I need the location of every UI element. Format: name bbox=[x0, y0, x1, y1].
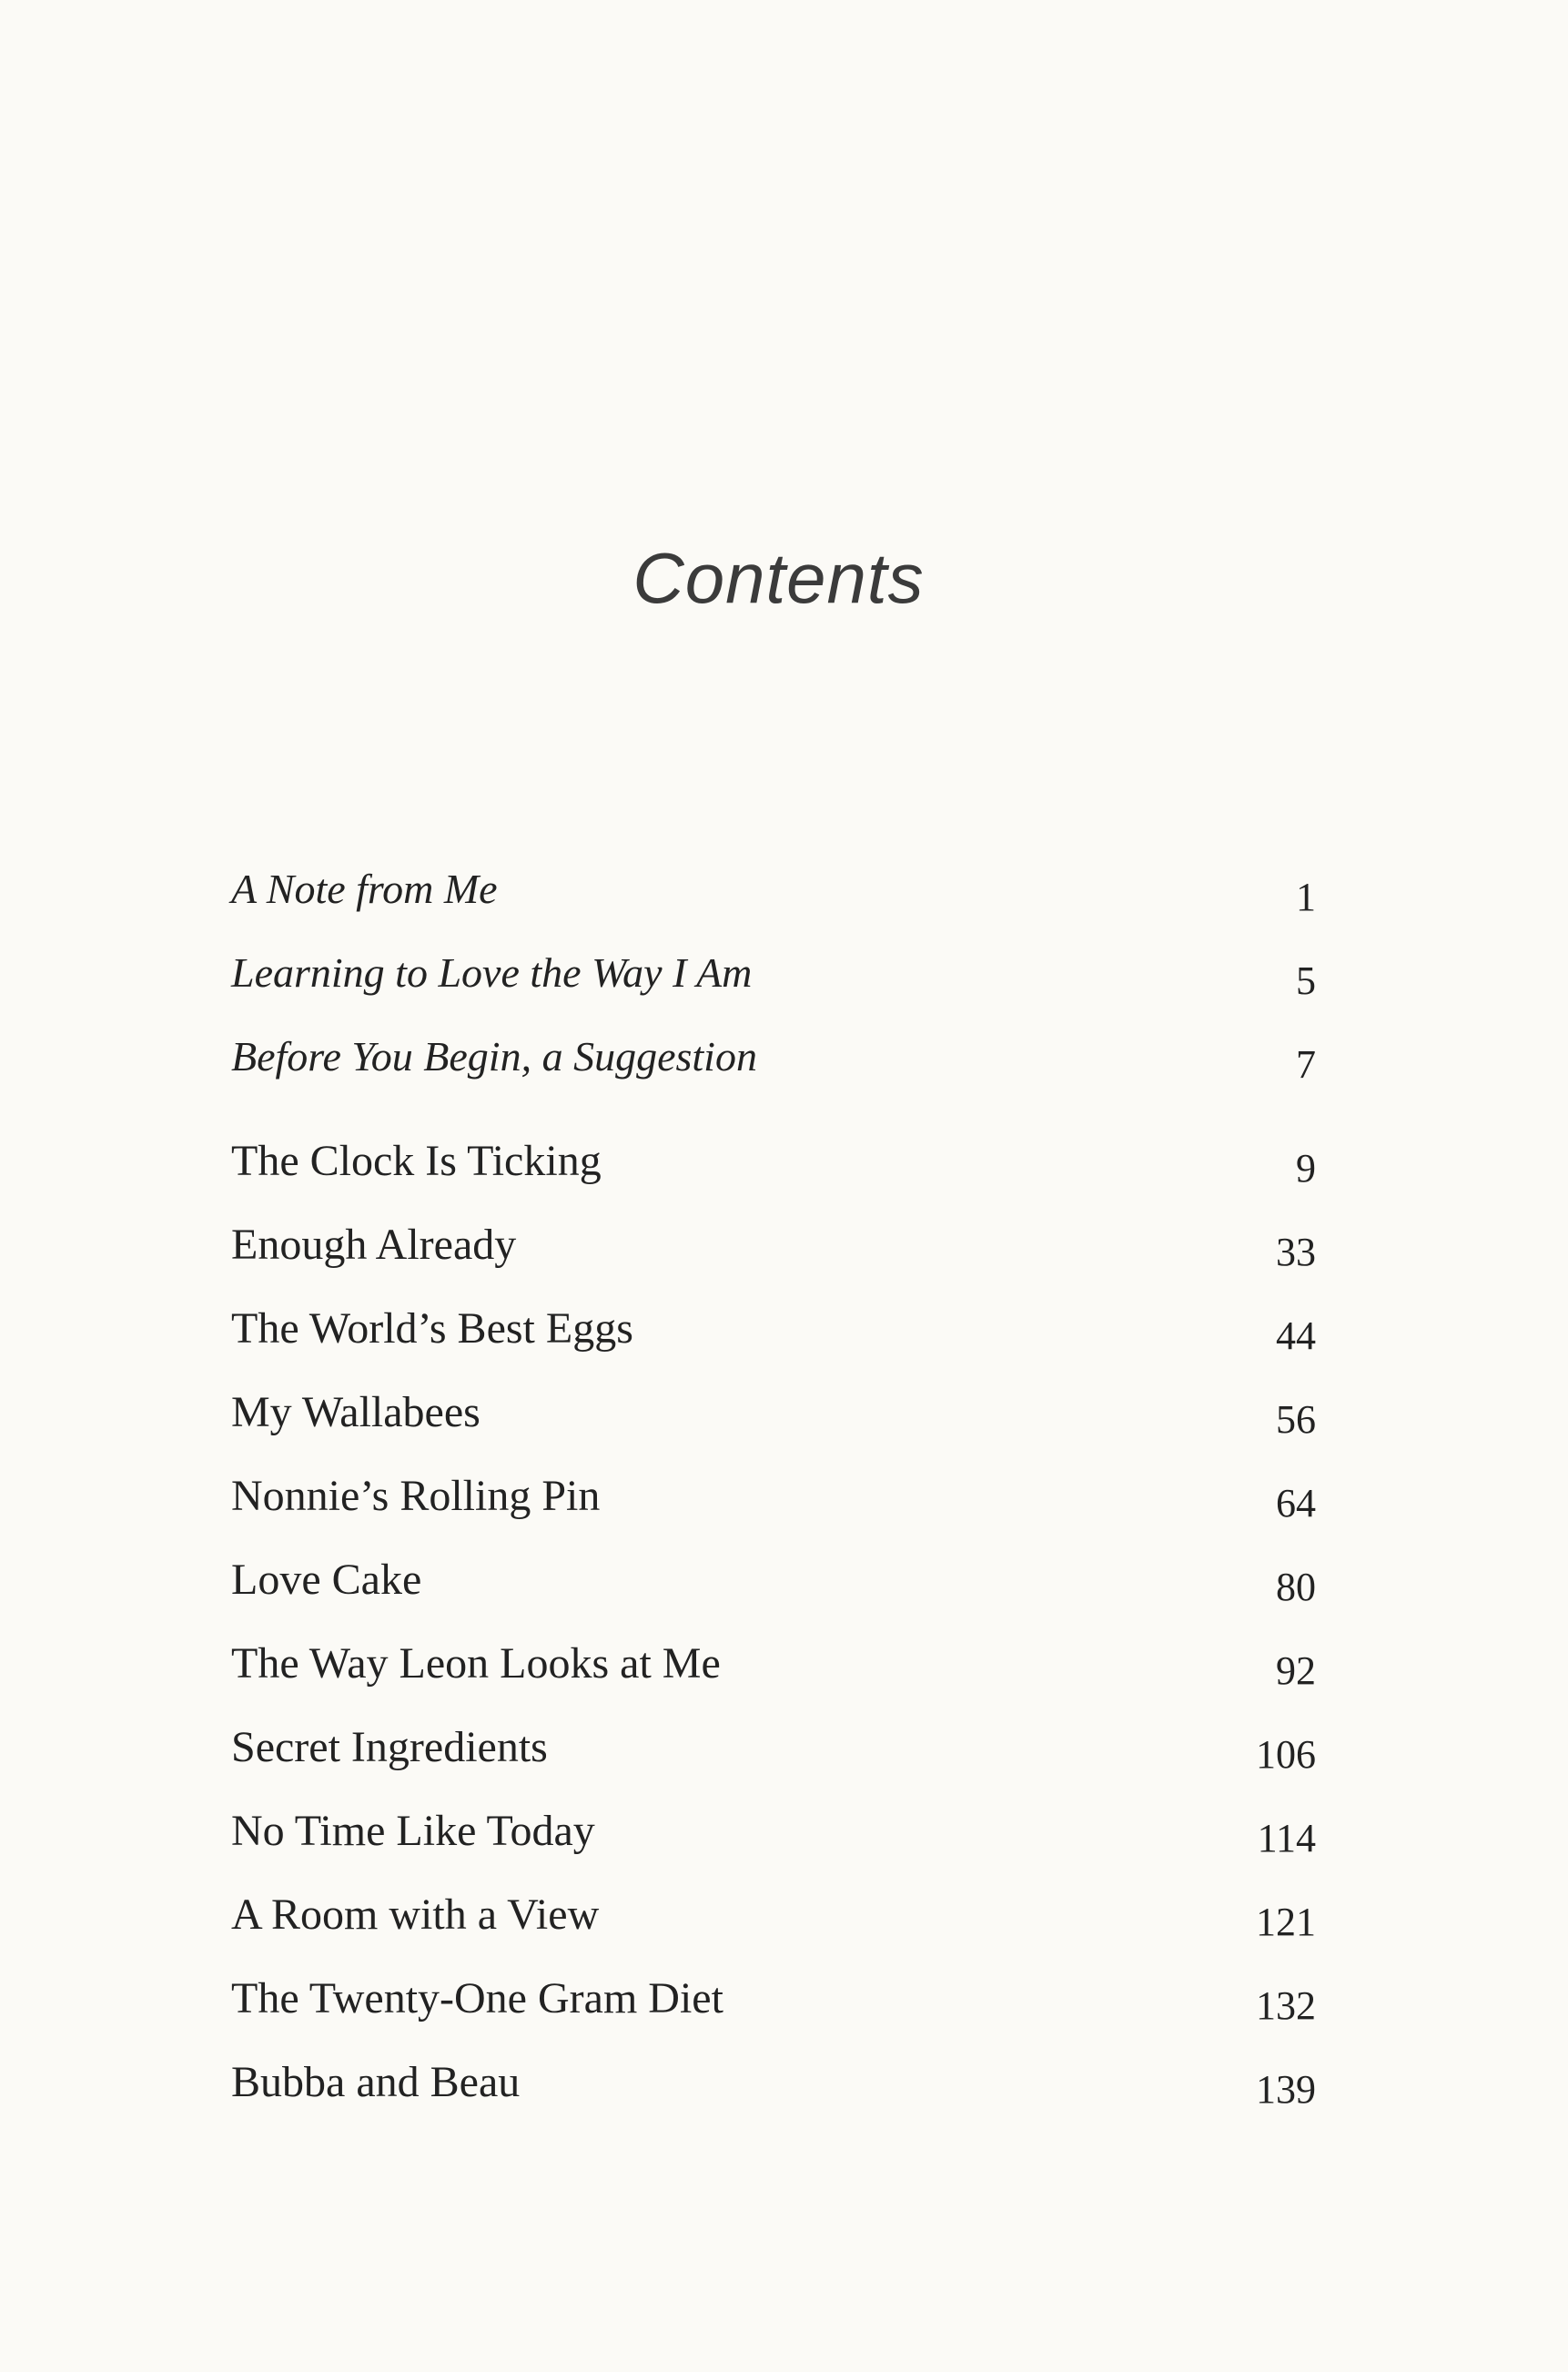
toc-entry-title: A Note from Me bbox=[231, 866, 498, 912]
toc-entry-title: The Twenty-One Gram Diet bbox=[231, 1974, 723, 2022]
toc-entry-page: 7 bbox=[1296, 1042, 1316, 1087]
toc-entry-title: Bubba and Beau bbox=[231, 2058, 521, 2106]
toc-entry-title: The Way Leon Looks at Me bbox=[231, 1639, 721, 1688]
toc-entry-page: 114 bbox=[1257, 1816, 1316, 1860]
toc-entry-chapter[interactable] bbox=[231, 1471, 1316, 1555]
toc-entry-chapter[interactable] bbox=[231, 2057, 1316, 2141]
toc-entry-page: 80 bbox=[1276, 1565, 1316, 1609]
toc-entry-page: 121 bbox=[1256, 1900, 1316, 1944]
toc-entry-chapter[interactable] bbox=[231, 1722, 1316, 1806]
toc-entry-title: Nonnie’s Rolling Pin bbox=[231, 1472, 601, 1520]
toc-entry-chapter[interactable] bbox=[231, 1806, 1316, 1890]
toc-entry-chapter[interactable] bbox=[231, 1638, 1316, 1722]
toc-entry-page: 64 bbox=[1276, 1481, 1316, 1526]
toc-entry-title: Before You Begin, a Suggestion bbox=[231, 1033, 757, 1080]
toc-entry-page: 132 bbox=[1256, 1983, 1316, 2028]
page-title: Contents bbox=[632, 538, 925, 618]
toc-entry-title: My Wallabees bbox=[231, 1388, 481, 1436]
toc-entry-chapter[interactable] bbox=[231, 1387, 1316, 1471]
toc-entry-page: 5 bbox=[1296, 958, 1316, 1003]
toc-entry-title: Secret Ingredients bbox=[231, 1723, 548, 1771]
toc-entry-page: 92 bbox=[1276, 1648, 1316, 1693]
section-spacer bbox=[231, 1116, 1316, 1136]
toc-entry-title: Love Cake bbox=[231, 1556, 422, 1604]
toc-entry-page: 9 bbox=[1296, 1146, 1316, 1191]
toc-entry-title: A Room with a View bbox=[231, 1891, 600, 1939]
toc-entry-page: 56 bbox=[1276, 1397, 1316, 1442]
toc-entry-front-matter[interactable] bbox=[231, 948, 1316, 1032]
toc-entry-page: 44 bbox=[1276, 1313, 1316, 1358]
toc-entry-chapter[interactable] bbox=[231, 1890, 1316, 1973]
toc-entry-title: The World’s Best Eggs bbox=[231, 1304, 633, 1353]
toc-entry-title: Enough Already bbox=[231, 1221, 517, 1269]
toc-entry-chapter[interactable] bbox=[231, 1136, 1316, 1220]
table-of-contents bbox=[231, 865, 1316, 2141]
toc-entry-front-matter[interactable] bbox=[231, 1032, 1316, 1116]
toc-entry-title: Learning to Love the Way I Am bbox=[231, 949, 753, 996]
toc-entry-page: 1 bbox=[1296, 875, 1316, 919]
toc-entry-chapter[interactable] bbox=[231, 1220, 1316, 1303]
toc-entry-chapter[interactable] bbox=[231, 1973, 1316, 2057]
toc-entry-title: No Time Like Today bbox=[231, 1807, 595, 1855]
toc-entry-front-matter[interactable] bbox=[231, 865, 1316, 948]
toc-entry-chapter[interactable] bbox=[231, 1555, 1316, 1638]
toc-entry-chapter[interactable] bbox=[231, 1303, 1316, 1387]
toc-entry-page: 139 bbox=[1256, 2067, 1316, 2112]
toc-entry-page: 33 bbox=[1276, 1230, 1316, 1274]
toc-entry-page: 106 bbox=[1256, 1732, 1316, 1777]
toc-entry-title: The Clock Is Ticking bbox=[231, 1137, 602, 1185]
